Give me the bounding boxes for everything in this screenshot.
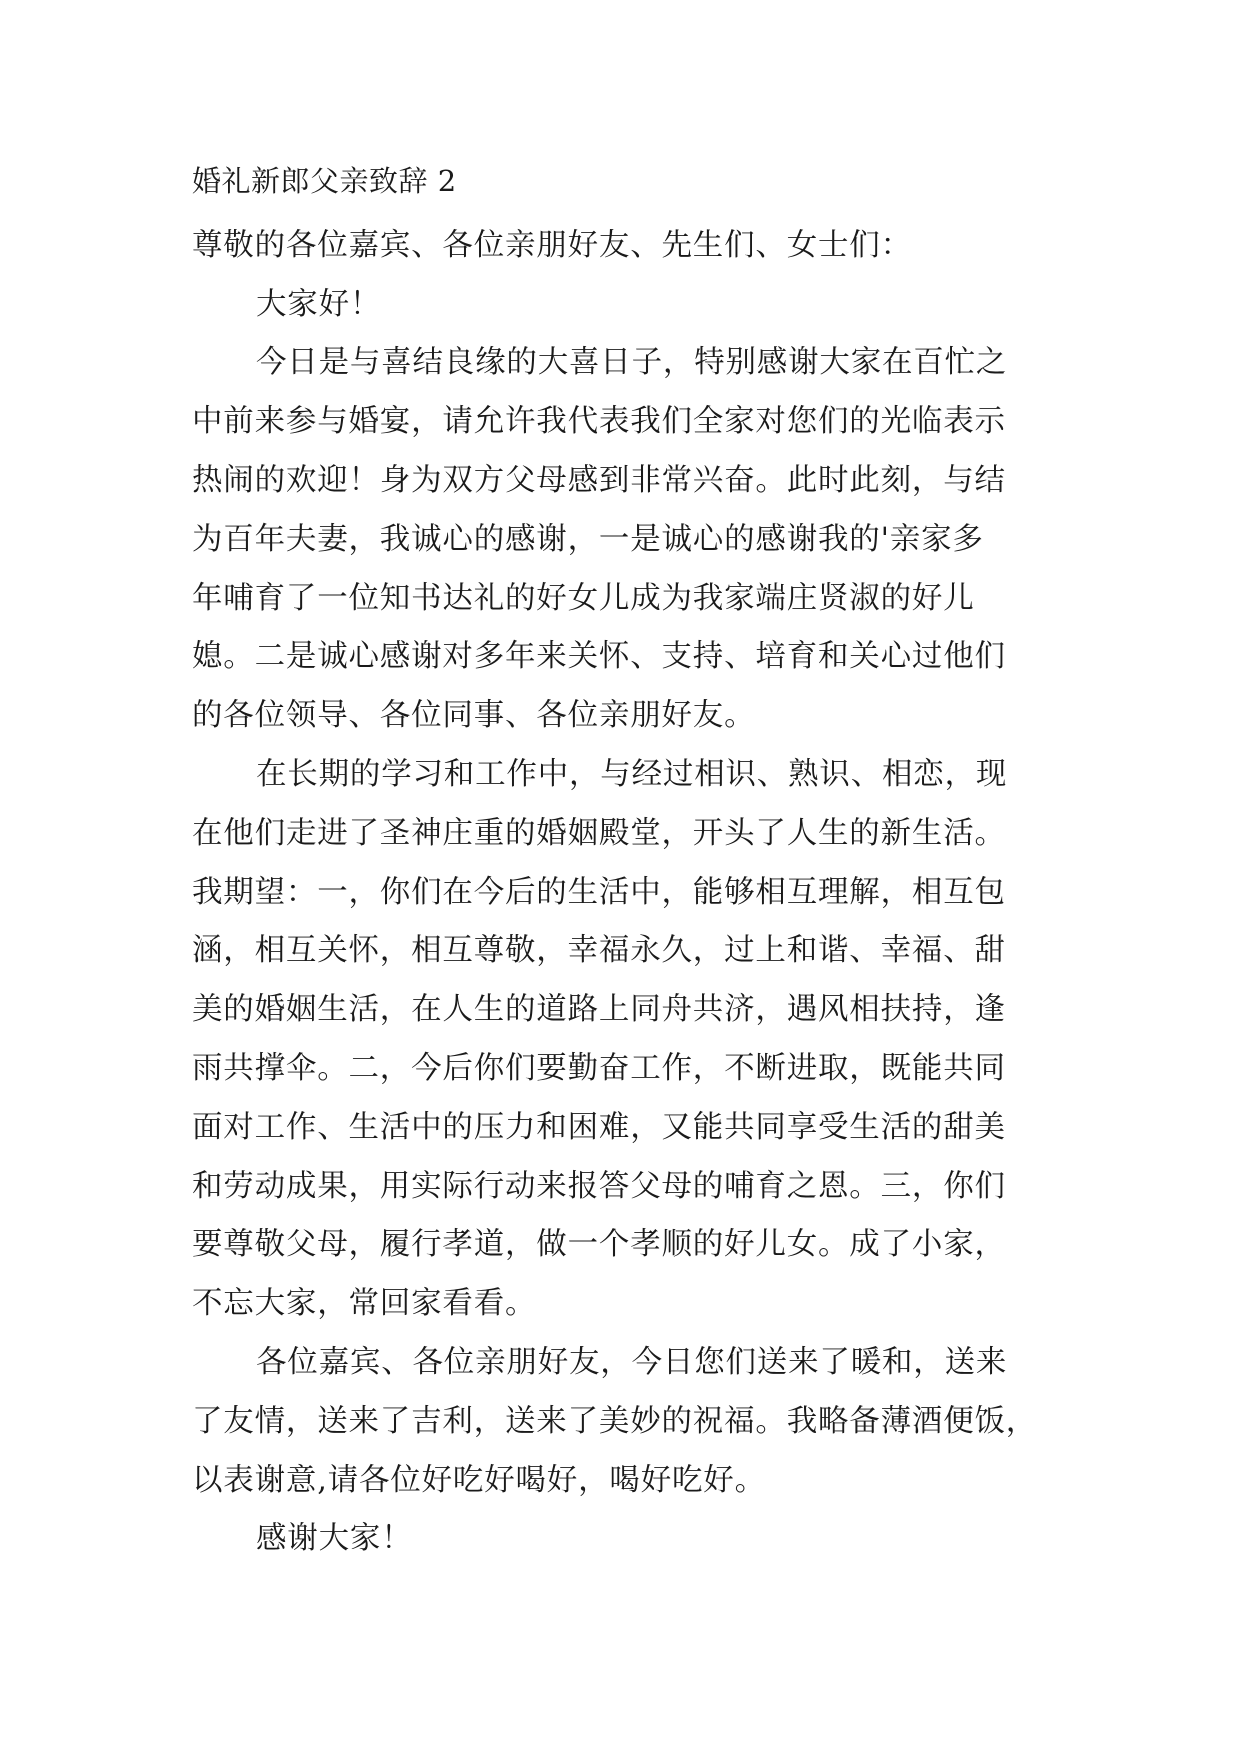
paragraph-line: 热闹的欢迎！身为双方父母感到非常兴奋。此时此刻，与结 bbox=[192, 462, 1006, 498]
document-title: 婚礼新郎父亲致辞 2 bbox=[192, 164, 457, 198]
paragraph-line: 媳。二是诚心感谢对多年来关怀、支持、培育和关心过他们 bbox=[192, 639, 1006, 675]
greeting: 大家好！ bbox=[256, 286, 382, 322]
paragraph-line: 的各位领导、各位同事、各位亲朋好友。 bbox=[192, 698, 756, 734]
salutation: 尊敬的各位嘉宾、各位亲朋好友、先生们、女士们： bbox=[192, 227, 912, 263]
paragraph-line: 和劳动成果，用实际行动来报答父母的哺育之恩。三，你们 bbox=[192, 1168, 1006, 1204]
paragraph-line: 要尊敬父母，履行孝道，做一个孝顺的好儿女。成了小家， bbox=[192, 1227, 1006, 1263]
paragraph-line: 以表谢意,请各位好吃好喝好，喝好吃好。 bbox=[192, 1462, 766, 1498]
paragraph-3 bbox=[192, 1334, 1052, 1510]
paragraph-line: 在长期的学习和工作中，与经过相识、熟识、相恋，现 bbox=[256, 756, 1008, 792]
paragraph-line: 中前来参与婚宴，请允许我代表我们全家对您们的光临表示 bbox=[192, 404, 1006, 440]
paragraph-line: 各位嘉宾、各位亲朋好友，今日您们送来了暖和，送来 bbox=[256, 1344, 1008, 1380]
paragraph-line: 今日是与喜结良缘的大喜日子，特别感谢大家在百忙之 bbox=[256, 345, 1008, 381]
paragraph-line: 涵，相互关怀，相互尊敬，幸福永久，过上和谐、幸福、甜 bbox=[192, 933, 1006, 969]
paragraph-2 bbox=[192, 746, 1052, 1334]
paragraph-line: 在他们走进了圣神庄重的婚姻殿堂，开头了人生的新生活。 bbox=[192, 815, 1006, 851]
paragraph-line: 雨共撑伞。二，今后你们要勤奋工作，不断进取，既能共同 bbox=[192, 1050, 1006, 1086]
paragraph-line: 为百年夫妻，我诚心的感谢，一是诚心的感谢我的'亲家多 bbox=[192, 521, 984, 557]
paragraph-1 bbox=[192, 334, 1052, 746]
paragraph-line: 面对工作、生活中的压力和困难，又能共同享受生活的甜美 bbox=[192, 1109, 1006, 1145]
paragraph-line: 我期望：一，你们在今后的生活中，能够相互理解，相互包 bbox=[192, 874, 1006, 910]
closing: 感谢大家！ bbox=[256, 1521, 413, 1557]
paragraph-line: 不忘大家，常回家看看。 bbox=[192, 1286, 537, 1322]
document-body bbox=[192, 164, 1052, 1569]
paragraph-line: 了友情，送来了吉利，送来了美妙的祝福。我略备薄酒便饭， bbox=[192, 1403, 1038, 1439]
paragraph-line: 年哺育了一位知书达礼的好女儿成为我家端庄贤淑的好儿 bbox=[192, 580, 975, 616]
paragraph-line: 美的婚姻生活，在人生的道路上同舟共济，遇风相扶持，逢 bbox=[192, 992, 1006, 1028]
